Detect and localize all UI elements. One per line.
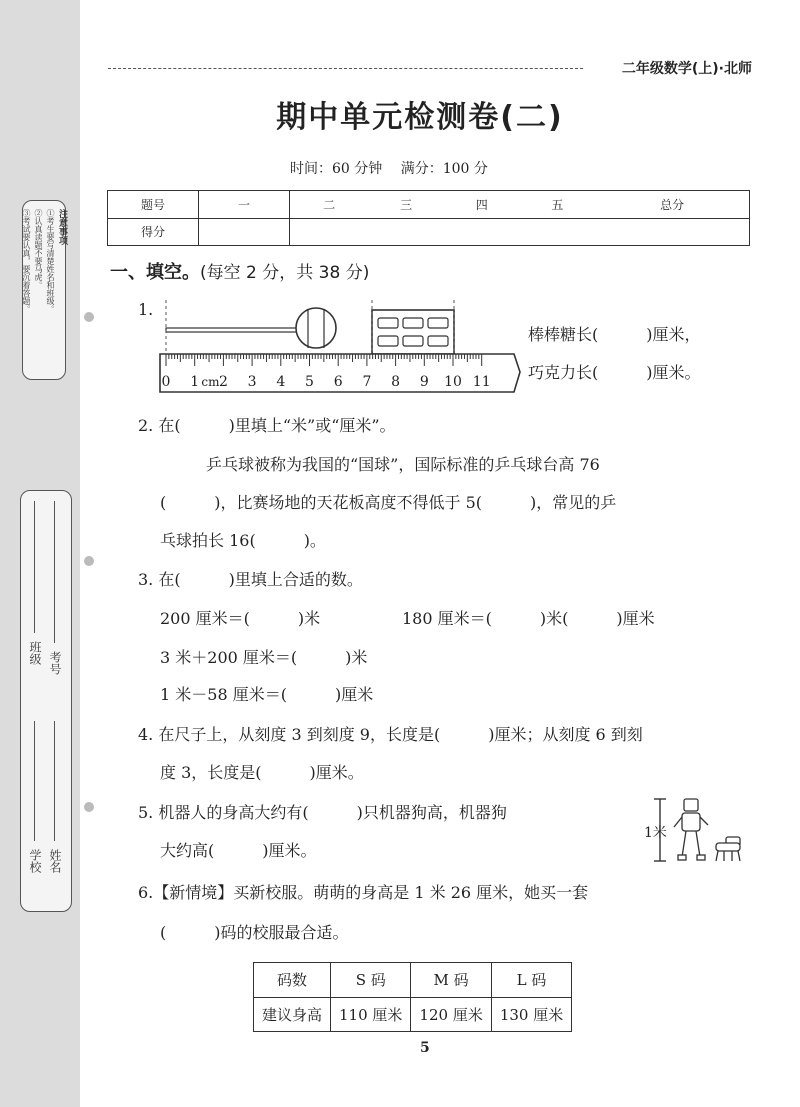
ruler-tick-label: 11	[472, 374, 491, 390]
time-label: 时间：60 分钟	[290, 161, 383, 177]
name-label: 姓名	[48, 849, 62, 873]
q3-line-2b: 180 厘米＝( )米( )厘米	[402, 609, 655, 628]
q6-line-1: 6.【新情境】买新校服。萌萌的身高是 1 米 26 厘米，她买一套	[138, 883, 589, 902]
q4-line-2: 度 3，长度是( )厘米。	[160, 763, 364, 782]
section-note: (每空 2 分，共 38 分)	[200, 263, 370, 283]
q6-line-2: ( )码的校服最合适。	[160, 923, 349, 942]
ruler-tick-label: 10	[444, 374, 462, 390]
size-table-cell: 120 厘米	[411, 997, 491, 1032]
ruler-tick-label: 4	[276, 374, 286, 390]
q3-line-3: 3 米＋200 厘米＝( )米	[160, 648, 368, 667]
class-field[interactable]	[34, 501, 35, 633]
q5-line-2: 大约高( )厘米。	[160, 841, 317, 860]
school-label: 学校	[28, 849, 42, 873]
q1-chocolate-question: 巧克力长( )厘米。	[528, 363, 701, 382]
score-table	[107, 190, 750, 246]
q1-lollipop-question: 棒棒糖长( )厘米，	[528, 325, 701, 344]
q2-line-4: 乓球拍长 16( )。	[160, 531, 326, 550]
size-table-cell: 码数	[254, 963, 331, 998]
score-entry[interactable]	[199, 218, 290, 246]
robot-height-label: 1米	[644, 825, 667, 841]
section-title	[110, 258, 369, 284]
name-field[interactable]	[54, 721, 55, 841]
exam-no-label: 考号	[48, 651, 62, 675]
q3-line-1: 3. 在( )里填上合适的数。	[138, 570, 363, 589]
ruler-tick-label: 3	[247, 374, 257, 390]
notice-line-1: ①考生要写清楚姓名和班级。	[46, 209, 55, 313]
size-table-cell: M 码	[411, 963, 491, 998]
page-number: 5	[420, 1040, 430, 1056]
q2-line-2: 乒乓球被称为我国的“国球”，国际标准的乒乓球台高 76	[206, 455, 600, 474]
seal-dot	[84, 802, 94, 812]
q1-number: 1.	[138, 300, 154, 319]
ruler-tick-label: 1	[190, 374, 200, 390]
exam-no-field[interactable]	[54, 501, 55, 643]
ruler-tick-label: cm	[201, 375, 220, 389]
q3-line-2a: 200 厘米＝( )米	[160, 609, 321, 628]
size-table-cell: S 码	[331, 963, 411, 998]
score-table-cell: 五	[520, 191, 596, 219]
ruler-tick-label: 9	[419, 374, 429, 390]
size-table-cell: 130 厘米	[491, 997, 571, 1032]
notice-line-3: ③考试要认真，要沉着答题。	[22, 209, 31, 313]
q3-line-4: 1 米－58 厘米＝( )厘米	[160, 685, 374, 704]
score-table-cell: 三	[368, 191, 444, 219]
robot-icon	[674, 799, 708, 860]
ruler-tick-label: 0	[161, 374, 171, 390]
chocolate-bar	[372, 310, 454, 354]
q2-line-3: ( )，比赛场地的天花板高度不得低于 5( )，常见的乒	[160, 493, 617, 512]
class-label: 班级	[28, 641, 42, 665]
size-table-cell: 110 厘米	[331, 997, 411, 1032]
size-table-cell: L 码	[491, 963, 571, 998]
notice-title: 注意事项	[57, 209, 67, 245]
score-entry[interactable]	[290, 218, 750, 246]
score-table-cell: 二	[290, 191, 369, 219]
ruler-tick-label: 5	[305, 374, 314, 390]
school-field[interactable]	[34, 721, 35, 841]
ruler-tick-label: 2	[218, 374, 228, 390]
notice-line-2: ②认真读题不要马虎。	[34, 209, 43, 289]
title-suffix: (二)	[500, 100, 564, 135]
exam-meta	[290, 158, 488, 178]
ruler-tick-label: 8	[391, 374, 401, 390]
page-title	[0, 92, 800, 136]
section-heading: 一、填空。	[110, 262, 200, 283]
score-table-cell: 题号	[108, 191, 199, 219]
lollipop-stick	[166, 328, 316, 332]
lollipop-head	[296, 308, 336, 348]
size-table	[253, 962, 572, 1032]
ruler-figure	[158, 298, 528, 394]
notice-box	[22, 200, 66, 380]
score-table-cell: 得分	[108, 218, 199, 246]
robot-dog-icon	[716, 837, 740, 861]
seal-dot	[84, 312, 94, 322]
q5-line-1: 5. 机器人的身高大约有( )只机器狗高，机器狗	[138, 803, 507, 822]
series-label: 二年级数学(上)·北师	[621, 61, 752, 77]
score-label: 满分：100 分	[400, 161, 488, 177]
header-dashed-line	[108, 68, 583, 69]
seal-dot	[84, 556, 94, 566]
q2-line-1: 2. 在( )里填上“米”或“厘米”。	[138, 416, 396, 435]
student-info-box	[20, 490, 72, 912]
ruler-tick-label: 7	[362, 374, 372, 390]
score-table-cell: 一	[199, 191, 290, 219]
score-table-cell: 四	[444, 191, 520, 219]
q4-line-1: 4. 在尺子上，从刻度 3 到刻度 9，长度是( )厘米；从刻度 6 到刻	[138, 725, 643, 744]
ruler-tick-label: 6	[333, 374, 343, 390]
score-table-cell: 总分	[595, 191, 749, 219]
size-table-cell: 建议身高	[254, 997, 331, 1032]
title-main: 期中单元检测卷	[276, 100, 501, 135]
